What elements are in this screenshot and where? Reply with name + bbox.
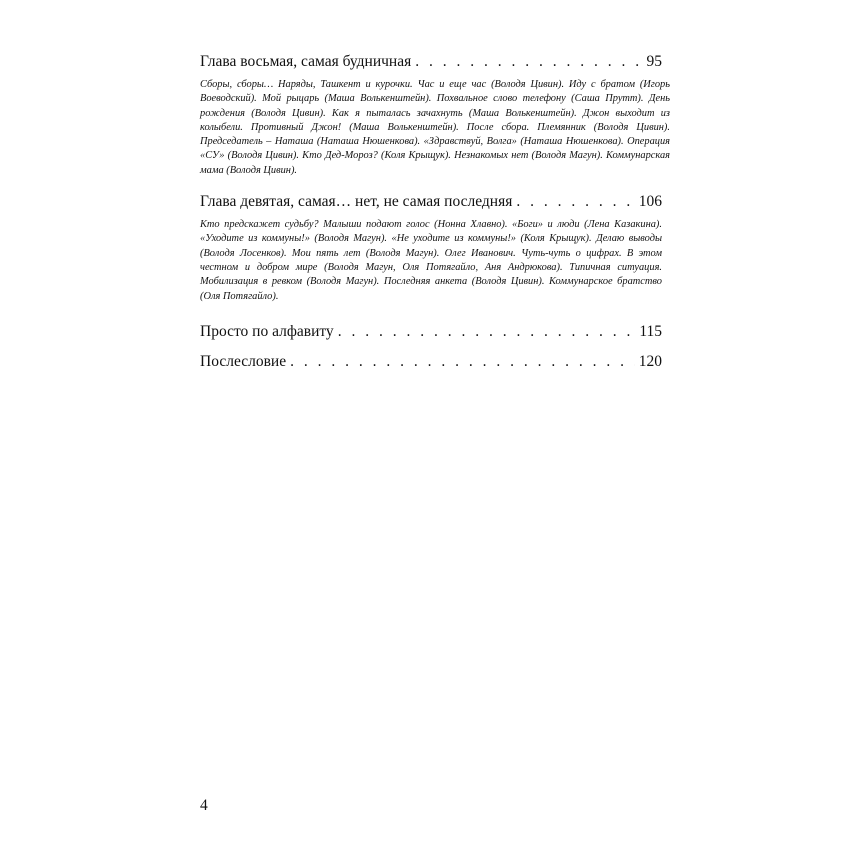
toc-entry-chapter-9 [200, 192, 662, 304]
chapter-title: Послесловие [200, 352, 287, 370]
page-folio: 4 [200, 797, 208, 814]
chapter-page-number: 106 [638, 193, 662, 211]
toc-entry-line [200, 322, 662, 342]
dot-leader [290, 352, 635, 372]
dot-leader [338, 322, 636, 342]
chapter-title: Глава девятая, самая… нет, не самая последняя [200, 193, 513, 211]
table-of-contents [200, 52, 670, 372]
chapter-contents-summary: Сборы, сборы… Наряды, Ташкент и курочки. Час и еще час (Володя Цивин). Иду с братом (Игорь Воеводский). Мой рыцарь (Маша Волькенштейн). Похвальное слово телефону (Саша Прутт). День рождения (Володя Цивин). Как я пыталась зачахнуть (Маша Волькенштейн). Джон выходит из колыбели. Противный Джон! (Маша Волькенштейн). После сбора. Племянник (Володя Цивин). Председатель – Наташа (Наташа Нюшенкова). «Здравствуй, Волга» (Наташа Нюшенкова). Операция «СУ» (Володя Цивин). Кто Дед-Мороз? (Коля Крыщук). Незнакомых нет (Володя Магун). Коммунарская мама (Володя Цивин). [200, 79, 670, 176]
toc-entry-line [200, 192, 662, 212]
chapter-page-number: 120 [638, 352, 662, 370]
chapter-title: Глава восьмая, самая будничная [200, 53, 412, 70]
chapter-title: Просто по алфавиту [200, 322, 334, 340]
dot-leader [415, 52, 642, 72]
toc-entry-chapter-8 [200, 52, 670, 178]
chapter-page-number: 95 [646, 53, 662, 70]
toc-entry-line [200, 352, 662, 372]
chapter-contents-summary: Кто предскажет судьбу? Малыши подают голос (Нонна Хлавно). «Боги» и люди (Лена Казакина). «Уходите из коммуны!» (Володя Магун). «Не уходите из коммуны!» (Коля Крыщук). Делаю выводы (Володя Лосенков). Мои пять лет (Володя Магун). Олег Иванович. Чуть-чуть о цифрах. В этом честном и добром мире (Володя Магун, Оля Потягайло, Аня Андрюкова). Типичная ситуация. Мобилизация в ревком (Володя Магун). Последняя анкета (Володя Цивин). Коммунарское братство (Оля Потягайло). [200, 219, 662, 302]
chapter-page-number: 115 [639, 322, 662, 340]
toc-entry-alphabetical [200, 322, 662, 342]
toc-entry-line [200, 52, 662, 72]
toc-entry-afterword [200, 352, 662, 372]
dot-leader [516, 192, 634, 212]
